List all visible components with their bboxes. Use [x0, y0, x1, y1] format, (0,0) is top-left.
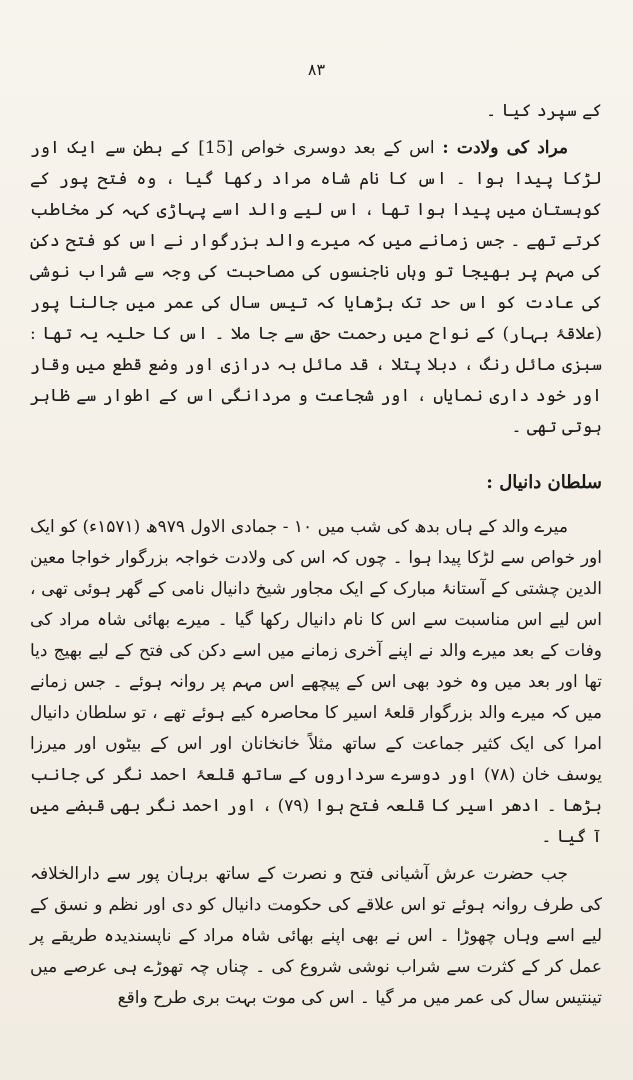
page-number: ۸۳ [307, 60, 326, 79]
section-heading-sultan-daniyal: سلطان دانیال : [486, 472, 602, 493]
murad-birth-lead-term: مراد کی ولادت : [442, 138, 568, 158]
page-body [30, 96, 602, 1020]
murad-birth-text: اس کے بعد دوسری خواص [15] کے بطن سے ایک اور لڑکا پیدا ہوا ۔ اس کا نام شاہ مراد رکھا گیا ، وہ فتح پور کے کوہستان میں پیدا ہوا تھا ، اس لیے والد اسے پہاڑی کہہ کر مخاطب کرتے تھے ۔ جس زمانے میں کہ میرے والد بزرگوار نے اس کو فتح دکن کی مہم پر بھیجا تو وہاں ناجنسوں کی مصاحبت کی وجہ سے شراب نوشی کی عادت کو اس حد تک بڑھایا کہ تیس سال کی عمر میں جالنا پور (علاقۂ بہار) کے نواح میں رحمت حق سے جا ملا ۔ اس کا حلیہ یہ تھا : سبزی مائل رنگ ، دبلا پتلا ، قد مائل بہ درازی اور وضع قطع میں وقار اور خود داری نمایاں ، اور شجاعت و مردانگی اس کے اطوار سے ظاہر ہوتی تھی ۔ [30, 138, 602, 437]
opening-line: کے سپرد کیا ۔ [486, 101, 602, 121]
daniyal-paragraph-2: جب حضرت عرش آشیانی فتح و نصرت کے ساتھ برہان پور سے دارالخلافہ کی طرف روانہ ہوئے تو اس علاقے کی حکومت دانیال کو دی اور نظم و نسق کے لیے اسے وہاں چھوڑا ۔ اس نے بھی اپنے بھائی شاہ مراد کے ناپسندیدہ طریقے پر عمل کر کے کثرت سے شراب نوشی شروع کی ۔ چناں چہ تھوڑے ہی عرصے میں تینتیس سال کی عمر میں مر گیا ۔ اس کی موت بہت بری طرح واقع [30, 864, 602, 1008]
murad-birth-paragraph [30, 133, 602, 443]
daniyal-paragraph-1: میرے والد کے ہاں بدھ کی شب میں ۱۰ - جمادی الاول ۹۷۹ھ (۱۵۷۱ء) کو ایک اور خواص سے لڑکا پیدا ہوا ۔ چوں کہ اس کی ولادت خواجہ بزرگوار خواجا معین الدین چشتی کے آستانۂ مبارک کے ایک مجاور شیخ دانیال نامی کے گھر ہوئی تھی ، اس لیے اس مناسبت سے اس کا نام دانیال رکھا گیا ۔ میرے بھائی شاہ مراد کی وفات کے بعد میرے والد نے اپنے آخری زمانے میں اسے دکن کی فتح کے لیے بھیج دیا تھا اور بعد میں وہ خود بھی اس کے پیچھے اس مہم پر روانہ ہوئے ۔ جس زمانے میں کہ میرے والد بزرگوار قلعۂ اسیر کا محاصرہ کیے ہوئے تھے ، تو سلطان دانیال امرا کی ایک کثیر جماعت کے ساتھ مثلاً خانخانان اور اس کے بیٹوں اور میرزا یوسف خان (۷۸) اور دوسرے سرداروں کے ساتھ قلعۂ احمد نگر کی جانب بڑھا ۔ ادھر اسیر کا قلعہ فتح ہوا (۷۹) ، اور احمد نگر بھی قبضے میں آ گیا ۔ [30, 517, 603, 847]
